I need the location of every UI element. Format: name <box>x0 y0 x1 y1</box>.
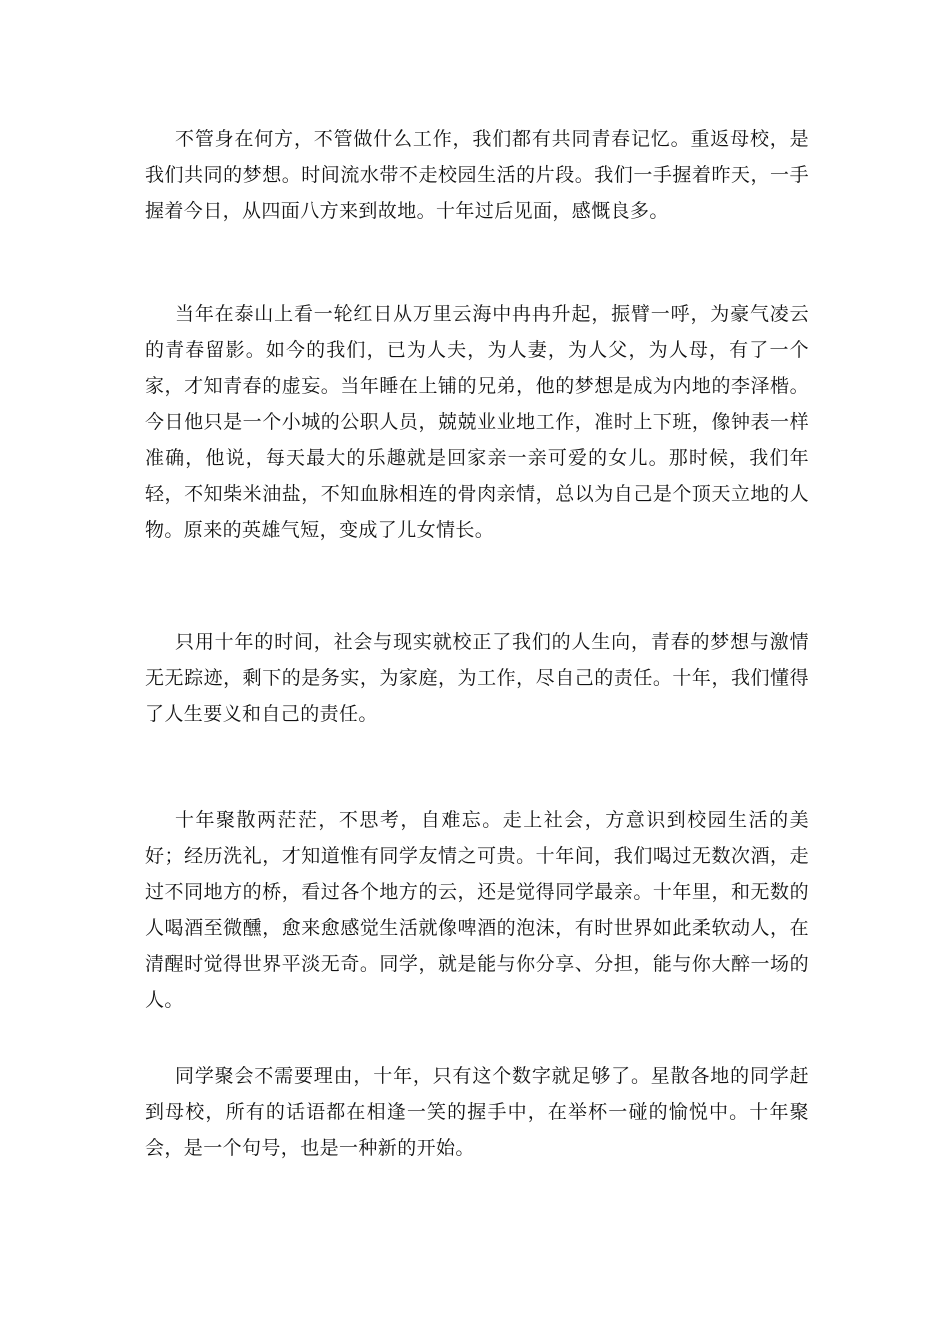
paragraph-1: 不管身在何方，不管做什么工作，我们都有共同青春记忆。重返母校，是我们共同的梦想。时间流水带不走校园生活的片段。我们一手握着昨天，一手握着今日，从四面八方来到故地。十年过后见面，感慨良多。 <box>145 128 809 222</box>
paragraph-2: 当年在泰山上看一轮红日从万里云海中冉冉升起，振臂一呼，为豪气凌云的青春留影。如今的我们，已为人夫，为人妻，为人父，为人母，有了一个家，才知青春的虚妄。当年睡在上铺的兄弟，他的梦想是成为内地的李泽楷。今日他只是一个小城的公职人员，兢兢业业地工作，准时上下班，像钟表一样准确，他说，每天最大的乐趣就是回家亲一亲可爱的女儿。那时候，我们年轻，不知柴米油盐，不知血脉相连的骨肉亲情，总以为自己是个顶天立地的人物。原来的英雄气短，变成了儿女情长。 <box>145 303 809 541</box>
paragraph-4: 十年聚散两茫茫，不思考，自难忘。走上社会，方意识到校园生活的美好；经历洗礼，才知道惟有同学友情之可贵。十年间，我们喝过无数次酒，走过不同地方的桥，看过各个地方的云，还是觉得同学最亲。十年里，和无数的人喝酒至微醺，愈来愈感觉生活就像啤酒的泡沫，有时世界如此柔软动人，在清醒时觉得世界平淡无奇。同学，就是能与你分享、分担，能与你大醉一场的人。 <box>145 809 809 1011</box>
paragraph-5: 同学聚会不需要理由，十年，只有这个数字就足够了。星散各地的同学赶到母校，所有的话语都在相逢一笑的握手中，在举杯一碰的愉悦中。十年聚会，是一个句号，也是一种新的开始。 <box>145 1065 809 1159</box>
paragraph-3: 只用十年的时间，社会与现实就校正了我们的人生向，青春的梦想与激情无无踪迹，剩下的是务实，为家庭，为工作，尽自己的责任。十年，我们懂得了人生要义和自己的责任。 <box>145 631 809 725</box>
